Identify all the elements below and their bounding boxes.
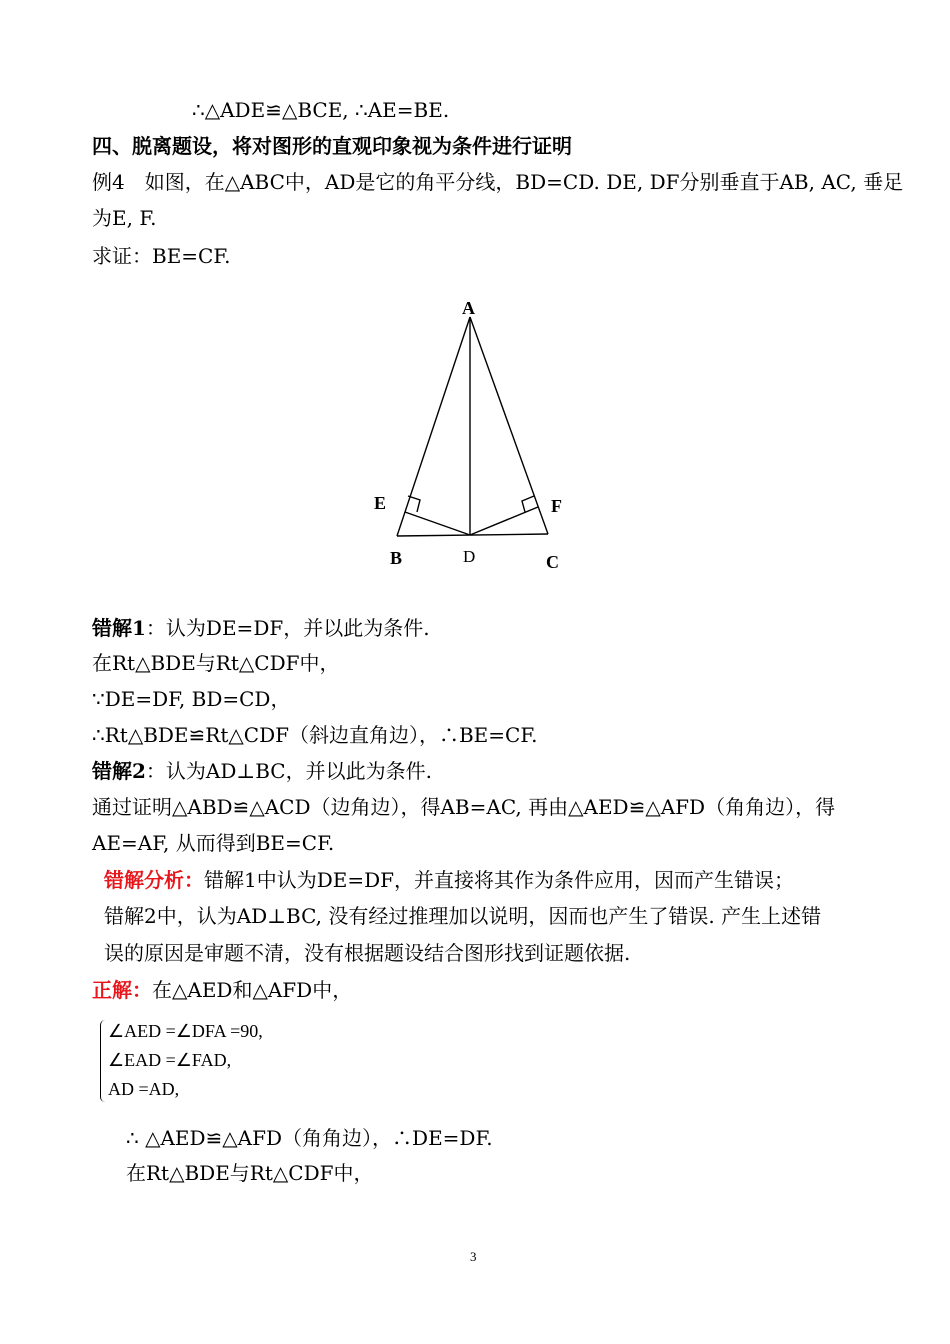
label-f: F [551, 496, 562, 516]
side-ac [470, 317, 548, 534]
error-analysis-line3: 误的原因是审题不清，没有根据题设结合图形找到证题依据. [104, 941, 631, 965]
system-row-3: AD =AD, [108, 1079, 180, 1099]
label-e: E [374, 493, 387, 513]
triangle-figure [0, 290, 950, 590]
system-row-1: ∠AED =∠DFA =90, [108, 1021, 263, 1041]
left-brace [100, 1020, 107, 1102]
label-b: B [390, 548, 403, 568]
example-statement-line2: 为E, F. [92, 206, 157, 230]
wrong-solution-1-label: 错解1 [92, 616, 146, 640]
side-ab [397, 317, 470, 536]
wrong1-line1: 在Rt△BDE与Rt△CDF中， [92, 651, 340, 675]
wrong-solution-2-text: ：认为AD⊥BC，并以此为条件. [145, 759, 432, 783]
line-congruence-ade-bce: ∴△ADE≌△BCE, ∴AE=BE. [192, 98, 450, 122]
system-row-2: ∠EAD =∠FAD, [108, 1050, 232, 1070]
error-analysis-label: 错解分析： [104, 868, 204, 892]
wrong-solution-2-heading [92, 757, 432, 785]
correct-solution-text: 在△AED和△AFD中， [152, 978, 353, 1002]
error-analysis-text: 错解1中认为DE=DF，并直接将其作为条件应用，因而产生错误； [204, 868, 795, 892]
wrong-solution-1-text: ：认为DE=DF，并以此为条件. [145, 616, 430, 640]
page-number: 3 [470, 1249, 477, 1264]
correct-solution-heading [92, 976, 352, 1004]
wrong2-line2: AE=AF, 从而得到BE=CF. [92, 831, 335, 855]
conclusion-line2: 在Rt△BDE与Rt△CDF中， [126, 1161, 374, 1185]
equation-system [100, 1018, 360, 1104]
segment-df [470, 507, 538, 535]
wrong-solution-2-label: 错解2 [92, 759, 146, 783]
error-analysis-line1 [104, 866, 794, 894]
wrong1-line3: ∴Rt△BDE≌Rt△CDF（斜边直角边），∴BE=CF. [92, 723, 538, 747]
correct-solution-label: 正解： [92, 978, 152, 1002]
prove-statement: 求证：BE=CF. [92, 244, 231, 268]
label-d: D [463, 547, 476, 566]
wrong1-line2: ∵DE=DF, BD=CD， [92, 687, 291, 711]
segment-de [405, 512, 470, 535]
wrong2-line1: 通过证明△ABD≌△ACD（边角边），得AB=AC, 再由△AED≌△AFD（角角边），得 [92, 795, 836, 819]
wrong-solution-1-heading [92, 614, 430, 642]
example-statement-line1: 例4 如图，在△ABC中，AD是它的角平分线，BD=CD. DE, DF分别垂直于AB, AC, 垂足 [92, 170, 904, 194]
label-c: C [546, 552, 559, 572]
section-heading: 四、脱离题设，将对图形的直观印象视为条件进行证明 [92, 134, 572, 158]
error-analysis-line2: 错解2中，认为AD⊥BC, 没有经过推理加以说明，因而也产生了错误. 产生上述错 [104, 904, 822, 928]
label-a: A [462, 298, 475, 318]
conclusion-line1: ∴ △AED≌△AFD（角角边），∴DE=DF. [126, 1126, 493, 1150]
